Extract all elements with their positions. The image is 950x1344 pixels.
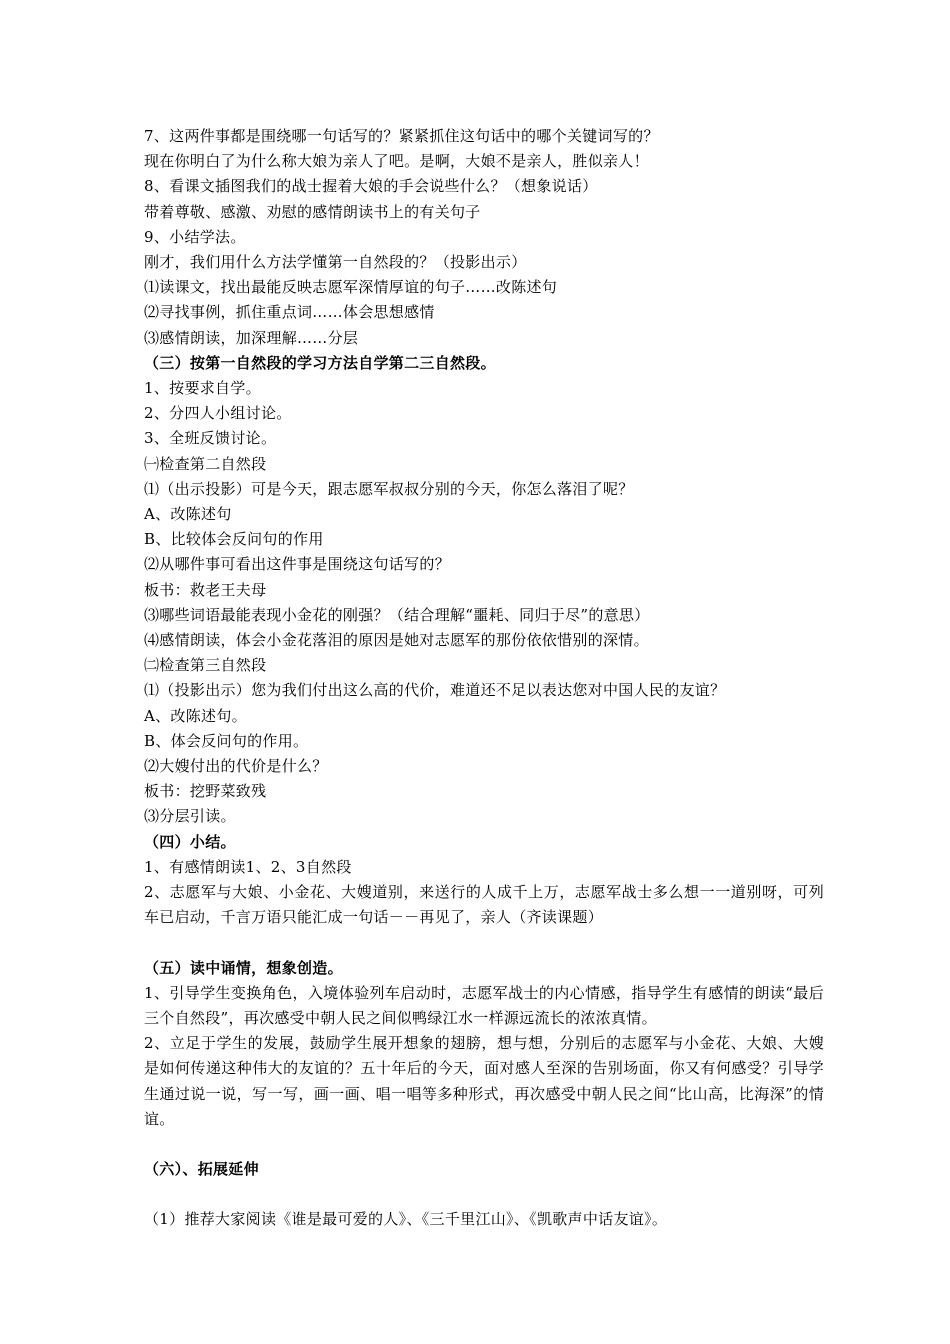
text-line: 现在你明白了为什么称大娘为亲人了吧。是啊，大娘不是亲人，胜似亲人！ (144, 152, 649, 171)
text-line: A、改陈述句。 (144, 706, 247, 725)
text-line: ⑶哪些词语最能表现小金花的刚强？（结合理解“噩耗、同归于尽”的意思） (144, 605, 650, 624)
text-line: ⑴（投影出示）您为我们付出这么高的代价，难道还不足以表达您对中国人民的友谊？ (144, 681, 726, 700)
text-line: 7、这两件事都是围绕哪一句话写的？紧紧抓住这句话中的哪个关键词写的？ (144, 127, 659, 145)
section-heading: （三）按第一自然段的学习方法自学第二三自然段。 (144, 353, 496, 372)
text-line: ⑴（出示投影）可是今天，跟志愿军叔叔分别的今天，你怎么落泪了呢？ (144, 479, 634, 498)
text-paragraph: 2、志愿军与大娘、小金花、大嫂道别，来送行的人成千上万，志愿军战士多么想一一道别呀，可列车已启动，千言万语只能汇成一句话－－再见了，亲人（齐读课题） (144, 883, 824, 927)
text-paragraph: 1、引导学生变换角色，入境体验列车启动时，志愿军战士的内心情感，指导学生有感情的朗读“最后三个自然段”，再次感受中朝人民之间似鸭绿江水一样源远流长的浓浓真情。 (144, 983, 824, 1027)
text-line: ⑵从哪件事可看出这件事是围绕这句话写的？ (144, 555, 451, 574)
blank-line (144, 1132, 824, 1157)
blank-line (144, 931, 824, 956)
text-line: B、体会反问句的作用。 (144, 731, 309, 750)
text-line: 1、有感情朗读1、2、3自然段 (144, 857, 352, 876)
text-line: 9、小结学法。 (144, 227, 246, 246)
text-line: B、比较体会反问句的作用 (144, 530, 324, 549)
text-line: 板书：救老王夫母 (144, 580, 267, 599)
text-line: ⑶分层引读。 (144, 807, 236, 826)
text-line: ⑵寻找事例，抓住重点词……体会思想感情 (144, 303, 435, 322)
text-line: ㈡检查第三自然段 (144, 656, 267, 675)
text-paragraph: 2、立足于学生的发展，鼓励学生展开想象的翅膀，想与想，分别后的志愿军与小金花、大娘、大嫂是如何传递这种伟大的友谊的？五十年后的今天，面对感人至深的告别场面，你又有何感受？引导学生通过说一说，写一写，画一画、唱一唱等多种形式，再次感受中朝人民之间“比山高，比海深”的情谊。 (144, 1034, 824, 1128)
text-line: ⑶感情朗读，加深理解……分层 (144, 328, 359, 347)
text-line: ⑴读课文，找出最能反映志愿军深情厚谊的句子……改陈述句 (144, 278, 558, 297)
section-heading: （五）读中诵情，想象创造。 (144, 958, 343, 977)
document-body (144, 124, 824, 1232)
text-line: 刚才，我们用什么方法学懂第一自然段的？（投影出示） (144, 253, 527, 272)
text-line: A、改陈述句 (144, 505, 232, 524)
text-line: 3、全班反馈讨论。 (144, 429, 277, 448)
text-line: 2、分四人小组讨论。 (144, 404, 292, 423)
text-line: 1、按要求自学。 (144, 379, 261, 398)
text-line: ⑵大嫂付出的代价是什么？ (144, 757, 328, 776)
text-line: （1）推荐大家阅读《谁是最可爱的人》、《三千里江山》、《凯歌声中话友谊》。 (144, 1210, 668, 1229)
text-line: ⑷感情朗读，体会小金花落泪的原因是她对志愿军的那份依依惜别的深情。 (144, 631, 649, 650)
section-heading: （六）、拓展延伸 (144, 1159, 259, 1178)
text-line: 8、看课文插图我们的战士握着大娘的手会说些什么？（想象说话） (144, 177, 598, 196)
blank-line (144, 1182, 824, 1207)
text-line: ㈠检查第二自然段 (144, 454, 267, 473)
text-line: 带着尊敬、感激、劝慰的感情朗读书上的有关句子 (144, 202, 481, 221)
text-line: 板书：挖野菜致残 (144, 782, 267, 801)
section-heading: （四）小结。 (144, 832, 236, 851)
